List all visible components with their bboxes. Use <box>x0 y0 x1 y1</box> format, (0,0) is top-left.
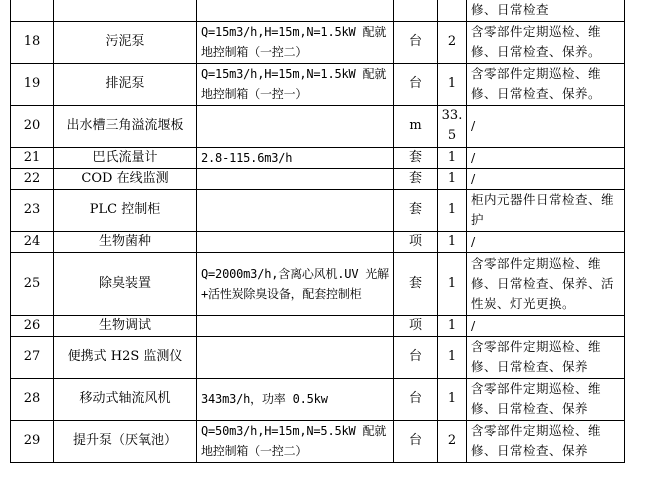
cell-no: 21 <box>11 147 54 168</box>
cell-unit <box>394 0 438 21</box>
cell-name: 提升泵（厌氧池） <box>54 420 197 462</box>
cell-no: 24 <box>11 231 54 252</box>
table-row <box>11 189 625 231</box>
cell-name: 生物菌种 <box>54 231 197 252</box>
table-row <box>11 336 625 378</box>
cell-maintenance: 修、日常检查 <box>467 0 625 21</box>
table-row <box>11 63 625 105</box>
cell-no: 26 <box>11 315 54 336</box>
cell-qty: 1 <box>438 378 467 420</box>
cell-no: 18 <box>11 21 54 63</box>
cell-spec: Q=15m3/h,H=15m,N=1.5kW 配就地控制箱（一控一） <box>197 63 394 105</box>
cell-unit: 项 <box>394 315 438 336</box>
cell-name: 移动式轴流风机 <box>54 378 197 420</box>
cell-no: 22 <box>11 168 54 189</box>
cell-maintenance: / <box>467 105 625 147</box>
cell-name: 便携式 H2S 监测仪 <box>54 336 197 378</box>
cell-unit: 台 <box>394 420 438 462</box>
cell-maintenance: 含零部件定期巡检、维修、日常检查、保养 <box>467 420 625 462</box>
cell-unit: 套 <box>394 189 438 231</box>
cell-unit: 套 <box>394 147 438 168</box>
cell-unit: 台 <box>394 21 438 63</box>
cell-spec <box>197 189 394 231</box>
table-row <box>11 147 625 168</box>
cell-spec <box>197 168 394 189</box>
equipment-table-wrapper <box>10 0 625 463</box>
cell-name: COD 在线监测 <box>54 168 197 189</box>
cell-maintenance: / <box>467 231 625 252</box>
cell-no: 23 <box>11 189 54 231</box>
cell-name: 生物调试 <box>54 315 197 336</box>
cell-maintenance: / <box>467 315 625 336</box>
table-row <box>11 231 625 252</box>
cell-maintenance: 柜内元器件日常检查、维护 <box>467 189 625 231</box>
table-row <box>11 315 625 336</box>
cell-name: 除臭装置 <box>54 252 197 315</box>
table-row <box>11 420 625 462</box>
cell-qty: 1 <box>438 336 467 378</box>
cell-qty: 1 <box>438 147 467 168</box>
cell-maintenance: 含零部件定期巡检、维修、日常检查、保养 <box>467 336 625 378</box>
cell-spec <box>197 231 394 252</box>
cell-maintenance: 含零部件定期巡检、维修、日常检查、保养。 <box>467 21 625 63</box>
cell-spec <box>197 336 394 378</box>
cell-spec: 2.8-115.6m3/h <box>197 147 394 168</box>
table-row <box>11 252 625 315</box>
table-row <box>11 378 625 420</box>
cell-qty: 1 <box>438 315 467 336</box>
table-row <box>11 0 625 21</box>
cell-unit: 套 <box>394 168 438 189</box>
cell-qty: 1 <box>438 168 467 189</box>
cell-name: 巴氏流量计 <box>54 147 197 168</box>
cell-no: 29 <box>11 420 54 462</box>
cell-spec <box>197 0 394 21</box>
cell-maintenance: 含零部件定期巡检、维修、日常检查、保养 <box>467 378 625 420</box>
cell-qty: 1 <box>438 63 467 105</box>
cell-qty: 1 <box>438 252 467 315</box>
cell-unit: 台 <box>394 63 438 105</box>
cell-name: PLC 控制柜 <box>54 189 197 231</box>
cell-unit: 项 <box>394 231 438 252</box>
cell-no <box>11 0 54 21</box>
cell-name <box>54 0 197 21</box>
cell-no: 28 <box>11 378 54 420</box>
cell-spec: Q=50m3/h,H=15m,N=5.5kW 配就地控制箱（一控二） <box>197 420 394 462</box>
cell-qty <box>438 0 467 21</box>
cell-qty: 2 <box>438 420 467 462</box>
cell-name: 出水槽三角溢流堰板 <box>54 105 197 147</box>
cell-maintenance: / <box>467 168 625 189</box>
cell-spec <box>197 315 394 336</box>
cell-name: 排泥泵 <box>54 63 197 105</box>
cell-qty: 2 <box>438 21 467 63</box>
cell-maintenance: 含零部件定期巡检、维修、日常检查、保养、活性炭、灯光更换。 <box>467 252 625 315</box>
cell-qty: 1 <box>438 189 467 231</box>
cell-qty: 33.5 <box>438 105 467 147</box>
cell-unit: 套 <box>394 252 438 315</box>
cell-spec: 343m3/h，功率 0.5kw <box>197 378 394 420</box>
cell-unit: 台 <box>394 378 438 420</box>
cell-name: 污泥泵 <box>54 21 197 63</box>
cell-no: 27 <box>11 336 54 378</box>
cell-no: 19 <box>11 63 54 105</box>
cell-no: 25 <box>11 252 54 315</box>
cell-qty: 1 <box>438 231 467 252</box>
table-row <box>11 21 625 63</box>
cell-spec: Q=15m3/h,H=15m,N=1.5kW 配就地控制箱（一控二） <box>197 21 394 63</box>
table-row <box>11 105 625 147</box>
cell-spec: Q=2000m3/h,含离心风机.UV 光解+活性炭除臭设备，配套控制柜 <box>197 252 394 315</box>
cell-no: 20 <box>11 105 54 147</box>
cell-unit: m <box>394 105 438 147</box>
cell-maintenance: / <box>467 147 625 168</box>
table-row <box>11 168 625 189</box>
equipment-table <box>10 0 625 463</box>
cell-spec <box>197 105 394 147</box>
cell-unit: 台 <box>394 336 438 378</box>
cell-maintenance: 含零部件定期巡检、维修、日常检查、保养。 <box>467 63 625 105</box>
